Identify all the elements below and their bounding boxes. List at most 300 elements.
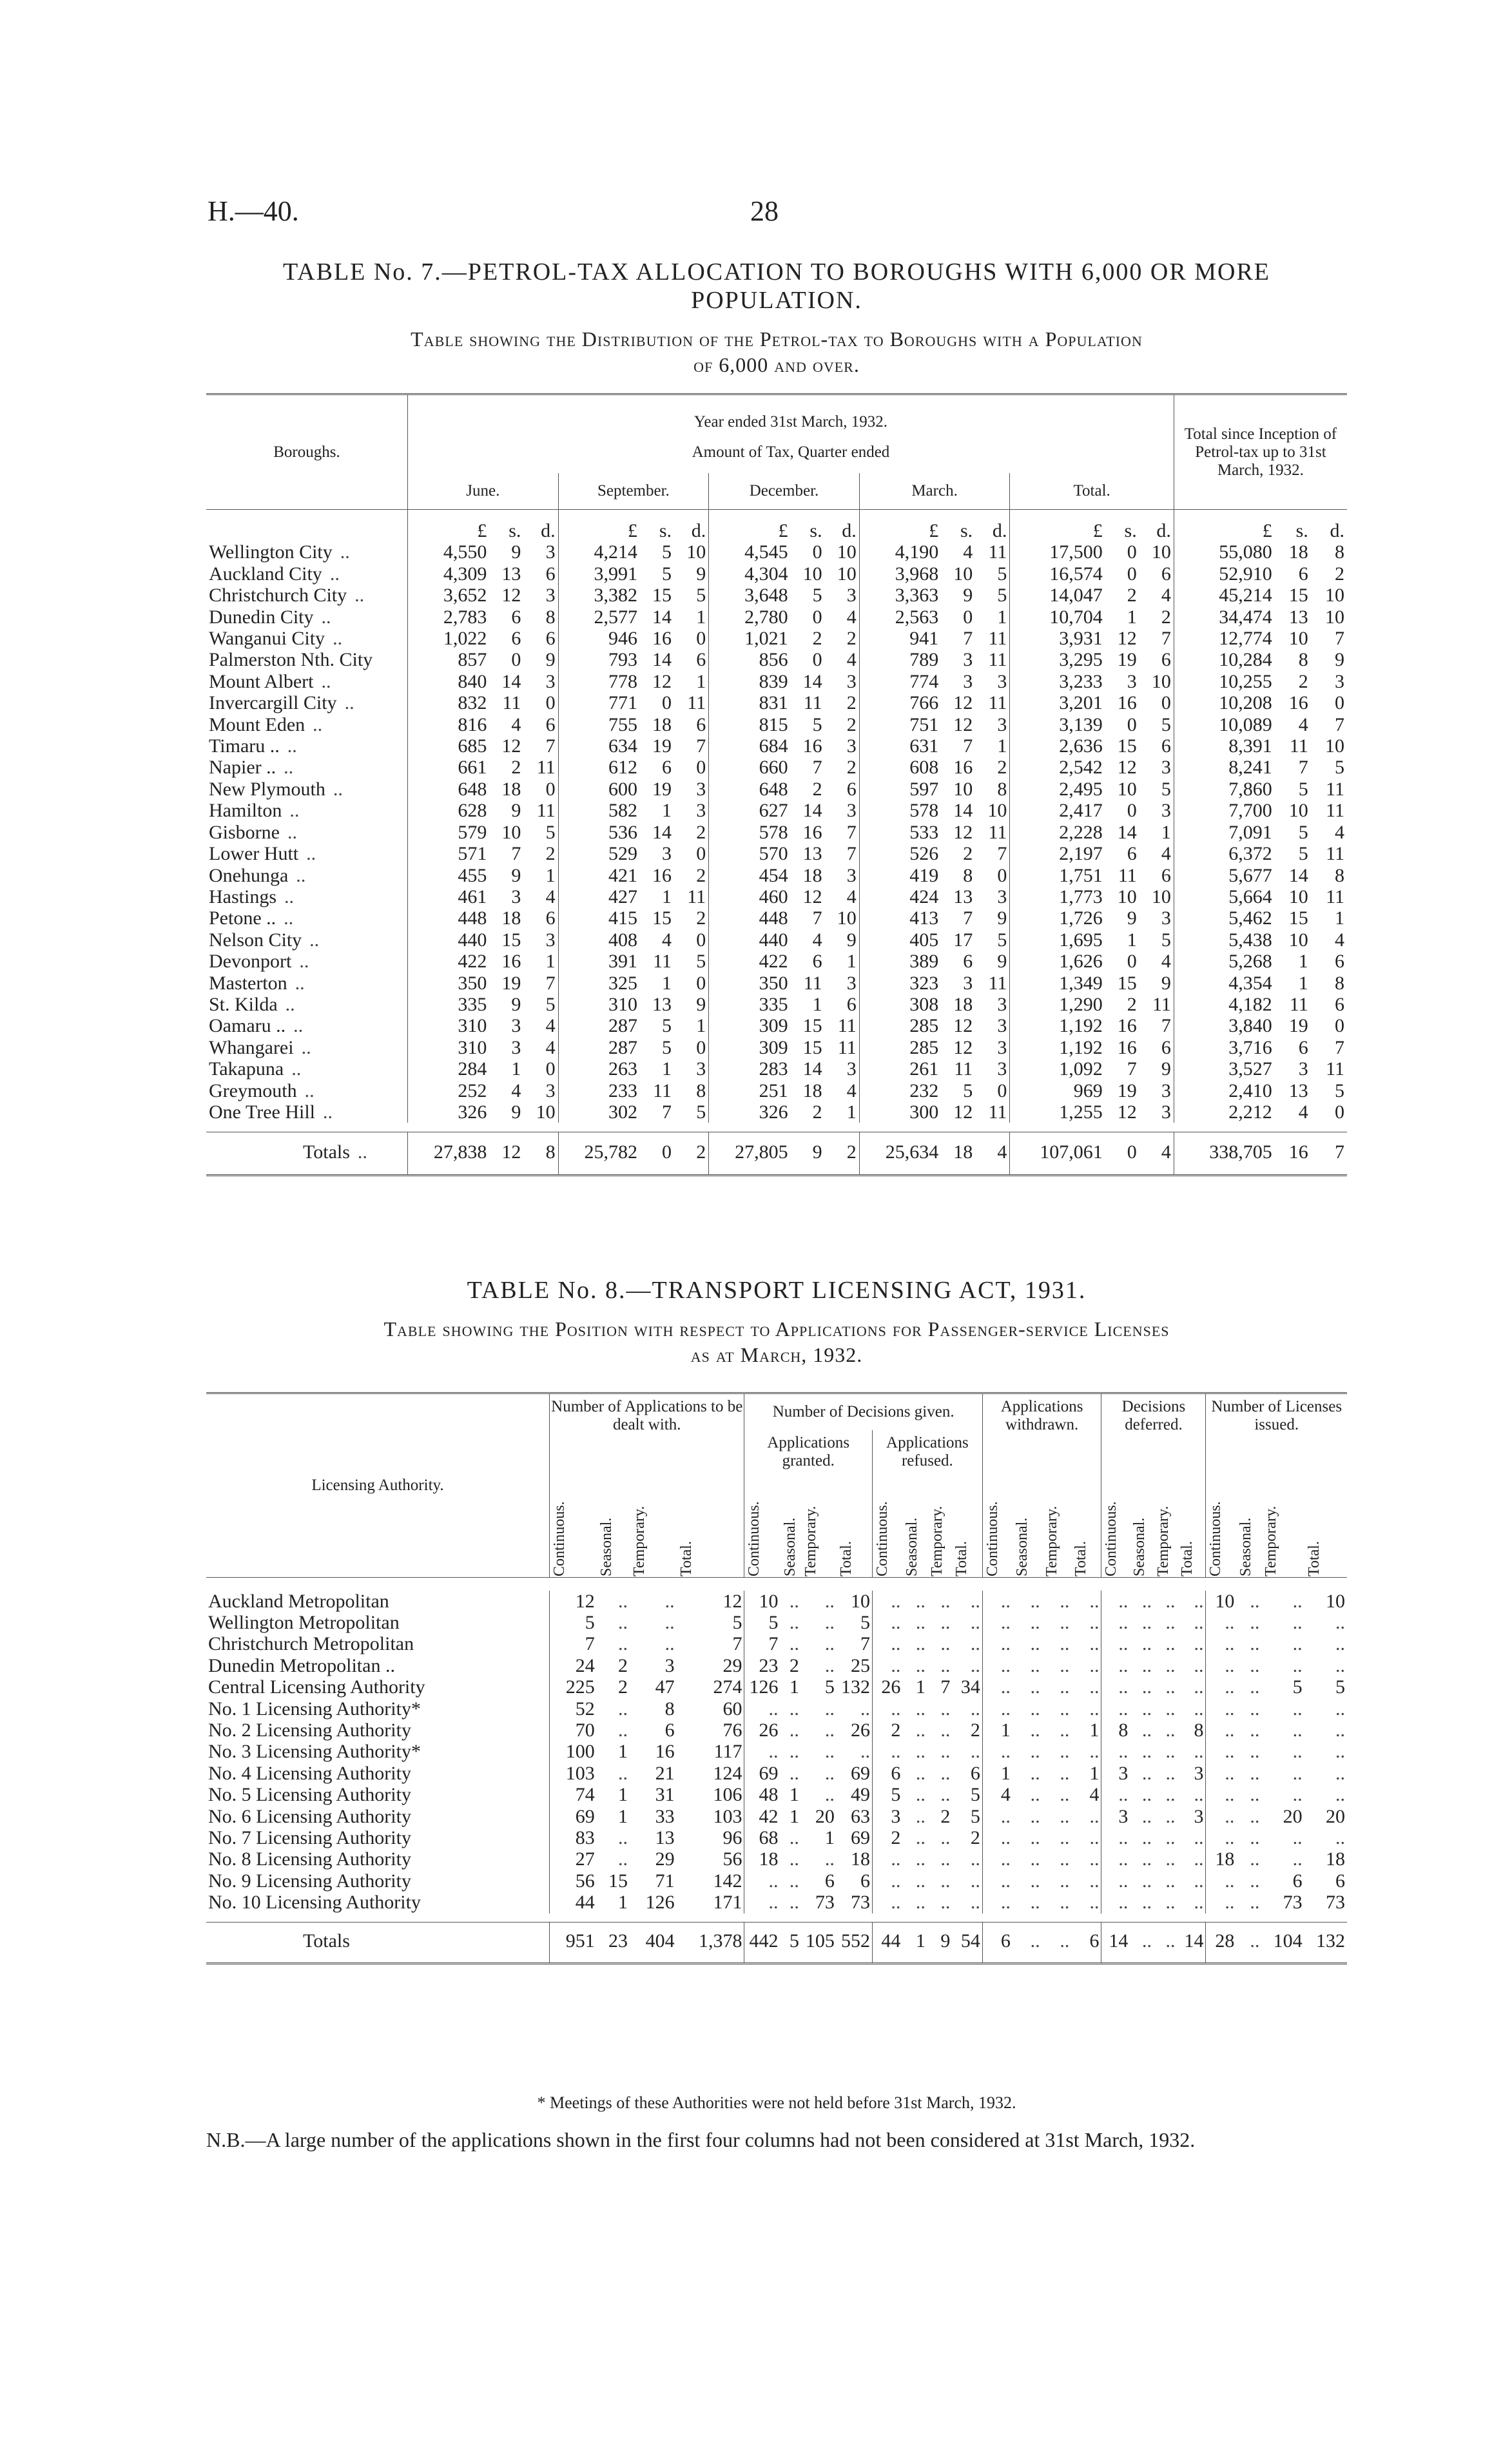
amount-cell: 18 [953,1141,973,1163]
amount-cell: 9 [1127,907,1137,929]
amount-cell: 287 [558,1037,640,1058]
amount-cell: 310 [558,994,640,1015]
amount-cell: 15 [652,585,672,606]
amount-cell: 3 [545,1080,556,1101]
table-row [206,1848,1347,1870]
amount-cell: 422 [408,951,490,972]
amount-cell: 3 [997,1015,1007,1037]
count-cell: 6 [872,1763,902,1784]
amount-cell: 261 [859,1058,941,1080]
unit-label: d. [691,520,706,541]
grp-refused: Applications refused. [872,1430,982,1474]
amount-cell: 461 [408,886,490,907]
amount-cell: 1,349 [1010,973,1105,994]
count-cell: .. [940,1848,951,1870]
amount-cell: 16 [1117,1036,1137,1058]
subcol-temporary: Temporary. [928,1506,945,1576]
count-cell: .. [1030,1654,1040,1676]
amount-cell: 7 [1335,628,1344,650]
amount-cell: 285 [859,1037,941,1058]
leader-dots: .. [333,778,343,800]
amount-cell: 3 [662,843,672,865]
amount-cell: 10 [1325,585,1344,606]
count-cell: 4 [1089,1784,1100,1806]
count-cell: .. [1101,1784,1130,1805]
amount-cell: 6 [1161,864,1171,886]
amount-cell: 1,255 [1010,1101,1105,1123]
amount-cell: 2 [545,843,556,865]
amount-cell: 10,208 [1174,692,1274,713]
amount-cell: 9 [963,585,973,606]
amount-cell: 10 [1117,778,1137,800]
amount-cell: 2 [812,628,822,650]
count-cell: 7 [550,1633,597,1654]
count-cell: .. [970,1848,980,1870]
count-cell: 1 [982,1763,1013,1784]
amount-cell: 14 [802,1058,822,1080]
table-row [206,671,1347,692]
amount-cell: 7 [997,843,1007,865]
count-cell: .. [1335,1741,1345,1763]
count-cell: .. [860,1698,870,1720]
count-cell: .. [1194,1698,1204,1720]
amount-cell: 6 [812,951,822,973]
amount-cell: 11 [536,757,556,779]
amount-cell: 7 [963,735,973,757]
borough-name [206,843,408,864]
count-cell: .. [1335,1633,1345,1655]
count-cell: 56 [550,1870,597,1892]
count-cell: .. [1101,1848,1130,1870]
borough-name [206,1132,408,1175]
amount-cell: 422 [709,951,791,972]
count-cell: .. [970,1892,980,1914]
amount-cell: 309 [709,1037,791,1058]
count-cell: 21 [655,1762,675,1784]
table-row [206,563,1347,585]
amount-cell: 16 [1288,692,1308,714]
amount-cell: 27,838 [408,1132,490,1175]
amount-cell: 18 [802,1080,822,1101]
amount-cell: 2,542 [1010,757,1105,778]
amount-cell: 3 [997,886,1007,907]
amount-cell: 3 [1161,907,1171,929]
amount-cell: 4 [662,929,672,951]
count-cell: 60 [722,1698,742,1720]
authority-name: No. 8 Licensing Authority [208,1848,411,1870]
amount-cell: 448 [408,907,490,929]
amount-cell: 284 [408,1058,490,1080]
amount-cell: 7 [511,843,521,865]
leader-dots: .. [306,843,316,865]
count-cell: .. [940,1611,951,1633]
count-cell: 117 [713,1741,742,1763]
count-cell: .. [618,1633,628,1655]
amount-cell: 19 [1117,1080,1137,1101]
table-row [206,1806,1347,1827]
amount-cell: 6 [1298,563,1308,585]
amount-cell: 832 [408,692,490,713]
count-cell: .. [1250,1892,1260,1914]
amount-cell: 10 [1117,886,1137,907]
subcol-temporary: Temporary. [631,1506,648,1576]
amount-cell: 107,061 [1010,1132,1105,1175]
amount-cell: 18 [501,778,521,800]
amount-cell: 2 [963,843,973,865]
leader-dots: .. [321,606,331,628]
count-cell: .. [1250,1762,1260,1784]
amount-cell: 8 [696,1080,706,1101]
amount-cell: 335 [709,994,791,1015]
subcol-seasonal: Seasonal. [904,1517,921,1576]
count-cell: 48 [744,1784,780,1805]
amount-cell: 1 [511,1058,521,1080]
units-spacer [206,510,408,542]
borough-name [206,563,408,585]
count-cell: .. [1089,1827,1100,1848]
count-cell: .. [1030,1698,1040,1720]
count-cell: .. [1101,1612,1130,1633]
count-cell: .. [789,1892,799,1914]
amount-cell: 2 [1127,993,1137,1015]
amount-cell: 3,931 [1010,628,1105,649]
count-cell: .. [1250,1741,1260,1763]
authority-name: No. 6 Licensing Authority [208,1805,411,1827]
amount-cell: 11 [1289,993,1308,1015]
count-cell: .. [872,1741,902,1762]
count-cell: .. [1089,1611,1100,1633]
borough-name [206,735,408,757]
table-row [206,822,1347,843]
count-cell: .. [970,1611,980,1633]
amount-cell: 7 [846,843,857,865]
count-cell: .. [940,1633,951,1655]
amount-cell: 285 [859,1015,941,1036]
amount-cell: 5 [696,1101,706,1123]
amount-cell: 1 [997,735,1007,757]
amount-cell: 1 [846,1101,857,1123]
amount-cell: 2 [846,628,857,650]
amount-cell: 12 [953,1101,973,1123]
amount-cell: 283 [709,1058,791,1080]
amount-cell: 1,726 [1010,907,1105,929]
count-cell: .. [915,1870,926,1892]
count-cell: .. [789,1848,799,1870]
count-cell: .. [1194,1848,1204,1870]
amount-cell: 8 [545,606,556,628]
amount-cell: 3 [846,1058,857,1080]
amount-cell: 16 [802,735,822,757]
amount-cell: 11 [988,821,1007,843]
amount-cell: 685 [408,735,490,757]
count-cell: 103 [550,1763,597,1784]
count-cell: .. [1089,1848,1100,1870]
amount-cell: 4 [1161,843,1171,865]
amount-cell: 4 [1161,1141,1171,1163]
count-cell: .. [1030,1633,1040,1655]
count-cell: 6 [860,1870,870,1892]
count-cell: 8 [664,1698,675,1720]
amount-cell: 9 [545,649,556,671]
count-cell: .. [1292,1590,1303,1612]
table-row [206,929,1347,951]
leader-dots: .. [321,670,331,692]
amount-cell: 18 [1288,541,1308,563]
grp-decisions: Number of Decisions given. [744,1393,982,1431]
amount-cell: 1 [846,951,857,973]
amount-cell: 3 [545,541,556,563]
amount-cell: 9 [511,993,521,1015]
amount-cell: 6,372 [1174,843,1274,864]
amount-cell: 597 [859,779,941,800]
amount-cell: 816 [408,714,490,735]
amount-cell: 11 [837,1036,857,1058]
count-cell: 1 [789,1784,799,1806]
unit-label: s. [509,520,521,541]
borough-label: Lower Hutt [209,843,299,865]
count-cell: .. [1206,1784,1236,1805]
amount-cell: 793 [558,649,640,670]
count-cell: .. [1206,1720,1236,1741]
amount-cell: 5 [1298,821,1308,843]
amount-cell: 2 [696,864,706,886]
amount-cell: 3 [1161,800,1171,822]
amount-cell: 857 [408,649,490,670]
amount-cell: 2 [812,778,822,800]
amount-cell: 7 [662,1101,672,1123]
amount-cell: 0 [1127,1141,1137,1163]
amount-cell: 648 [709,779,791,800]
count-cell: 68 [744,1827,780,1848]
count-cell: .. [1060,1611,1070,1633]
amount-cell: 3 [997,1036,1007,1058]
leader-dots: .. [284,757,294,779]
authority-name: No. 10 Licensing Authority [208,1892,421,1914]
count-cell: 5 [1335,1676,1345,1698]
amount-cell: 0 [545,778,556,800]
amount-cell: 251 [709,1080,791,1101]
amount-cell: 6 [1161,735,1171,757]
table-row [206,1870,1347,1892]
borough-name [206,951,408,972]
amount-cell: 12 [953,692,973,714]
amount-cell: 14 [1288,864,1308,886]
count-cell: .. [1165,1611,1176,1633]
amount-cell: 12 [953,1036,973,1058]
amount-cell: 0 [812,541,822,563]
amount-cell: 3 [997,993,1007,1015]
amount-cell: 7 [696,735,706,757]
count-cell: .. [1250,1805,1260,1827]
borough-name [206,757,408,778]
count-cell: .. [872,1848,902,1870]
table-row [206,843,1347,864]
count-cell: .. [970,1741,980,1763]
amount-cell: 631 [859,735,941,757]
licensing-table [206,1392,1347,1964]
count-cell: 8 [1194,1719,1204,1741]
count-cell: 76 [722,1719,742,1741]
amount-cell: 326 [709,1101,791,1123]
count-cell: .. [1089,1870,1100,1892]
leader-dots: .. [340,541,350,563]
amount-cell: 2,228 [1010,822,1105,843]
count-cell: 23 [608,1930,628,1952]
borough-label: Christchurch City [209,585,347,606]
authority-name: No. 1 Licensing Authority* [208,1698,421,1720]
count-cell: .. [1206,1892,1236,1913]
table-row [206,994,1347,1015]
subcol-seasonal: Seasonal. [597,1517,615,1576]
count-cell: .. [1165,1698,1176,1720]
count-cell: .. [1292,1633,1303,1655]
amount-cell: 13 [802,843,822,865]
amount-cell: 11 [653,951,672,973]
table-row [206,1892,1347,1913]
page-number: 28 [750,195,779,227]
amount-cell: 5 [696,951,706,973]
count-cell: 5 [744,1612,780,1633]
count-cell: .. [1060,1930,1070,1952]
amount-cell: 440 [408,929,490,951]
count-cell: .. [872,1633,902,1654]
amount-cell: 14 [953,800,973,822]
amount-cell: 0 [696,1036,706,1058]
count-cell: .. [982,1633,1013,1654]
borough-label: St. Kilda [209,993,278,1015]
count-cell: .. [1292,1698,1303,1720]
count-cell: .. [1292,1741,1303,1763]
amount-cell: 3,295 [1010,649,1105,670]
count-cell: 69 [550,1806,597,1827]
count-cell: 4 [982,1784,1013,1805]
amount-cell: 2 [696,907,706,929]
count-cell: .. [970,1633,980,1655]
amount-cell: 815 [709,714,791,735]
amount-cell: 3 [997,670,1007,692]
subcol-total: Total. [1305,1541,1323,1576]
count-cell: .. [1335,1762,1345,1784]
count-cell: 171 [713,1892,742,1914]
amount-cell: 771 [558,692,640,713]
count-cell: 69 [850,1827,870,1848]
amount-cell: 25,782 [558,1132,640,1175]
count-cell: .. [940,1827,951,1848]
count-cell: .. [1141,1676,1152,1698]
table-row [206,1591,1347,1612]
amount-cell: 751 [859,714,941,735]
amount-cell: 789 [859,649,941,670]
amount-cell: 440 [709,929,791,951]
petrol-tax-body [206,510,1347,1176]
count-cell: 20 [1326,1805,1345,1827]
amount-cell: 1 [545,951,556,973]
count-cell: 1 [618,1741,628,1763]
amount-cell: 3 [1127,670,1137,692]
count-cell: 56 [722,1848,742,1870]
amount-cell: 338,705 [1174,1132,1274,1175]
count-cell: .. [744,1892,780,1913]
leader-dots: .. [323,1101,333,1123]
unit-label: £ [859,510,941,542]
amount-cell: 6 [1298,1036,1308,1058]
amount-cell: 10,284 [1174,649,1274,670]
amount-cell: 7,700 [1174,800,1274,821]
amount-cell: 11 [988,1101,1007,1123]
amount-cell: 0 [1127,563,1137,585]
amount-cell: 10 [1288,800,1308,822]
amount-cell: 11 [803,972,822,994]
count-cell: .. [982,1827,1013,1848]
authority-name: Christchurch Metropolitan [208,1633,414,1655]
borough-name [206,886,408,907]
amount-cell: 15 [1117,972,1137,994]
amount-cell: 2,197 [1010,843,1105,864]
subcol-seasonal: Seasonal. [781,1517,799,1576]
amount-cell: 7 [545,972,556,994]
amount-cell: 2,212 [1174,1101,1274,1123]
amount-cell: 0 [812,649,822,671]
amount-cell: 14 [1117,821,1137,843]
borough-label: Oamaru .. [209,1015,286,1037]
amount-cell: 19 [652,778,672,800]
amount-cell: 424 [859,886,941,907]
amount-cell: 2 [846,1141,857,1163]
count-cell: .. [1030,1762,1040,1784]
amount-cell: 856 [709,649,791,670]
amount-cell: 5 [1335,757,1344,779]
amount-cell: 3 [963,972,973,994]
count-cell: .. [1141,1784,1152,1806]
count-cell: 34 [960,1676,980,1698]
count-cell: .. [1206,1827,1236,1848]
amount-cell: 10 [536,1101,556,1123]
col-amount: Amount of Tax, Quarter ended [408,432,1174,473]
subcol-continuous: Continuous. [551,1501,568,1576]
count-cell: 2 [789,1654,799,1676]
count-cell: .. [618,1827,628,1848]
amount-cell: 10 [953,778,973,800]
leader-dots: .. [313,713,323,735]
unit-label: s. [1124,520,1137,541]
count-cell: .. [789,1611,799,1633]
amount-cell: 17,500 [1010,541,1105,563]
borough-label: Wellington City [209,541,333,563]
amount-cell: 612 [558,757,640,778]
count-cell: .. [1141,1719,1152,1741]
amount-cell: 8 [997,778,1007,800]
amount-cell: 4 [846,1080,857,1101]
amount-cell: 9 [812,1141,822,1163]
amount-cell: 12 [1117,628,1137,650]
amount-cell: 12 [652,670,672,692]
borough-name [206,692,408,713]
count-cell: .. [1030,1676,1040,1698]
table-row [206,606,1347,628]
amount-cell: 12 [802,886,822,907]
amount-cell: 4 [997,1141,1007,1163]
unit-label: s. [809,520,822,541]
amount-cell: 3 [511,886,521,907]
amount-cell: 287 [558,1015,640,1036]
amount-cell: 10 [1325,606,1344,628]
authority-name: Wellington Metropolitan [208,1611,400,1633]
amount-cell: 9 [511,864,521,886]
amount-cell: 8 [545,1141,556,1163]
col-total-since: Total since Inception of Petrol-tax up to 31st March, 1932. [1174,394,1347,510]
count-cell: 8 [1101,1720,1130,1741]
amount-cell: 3,652 [408,585,490,606]
